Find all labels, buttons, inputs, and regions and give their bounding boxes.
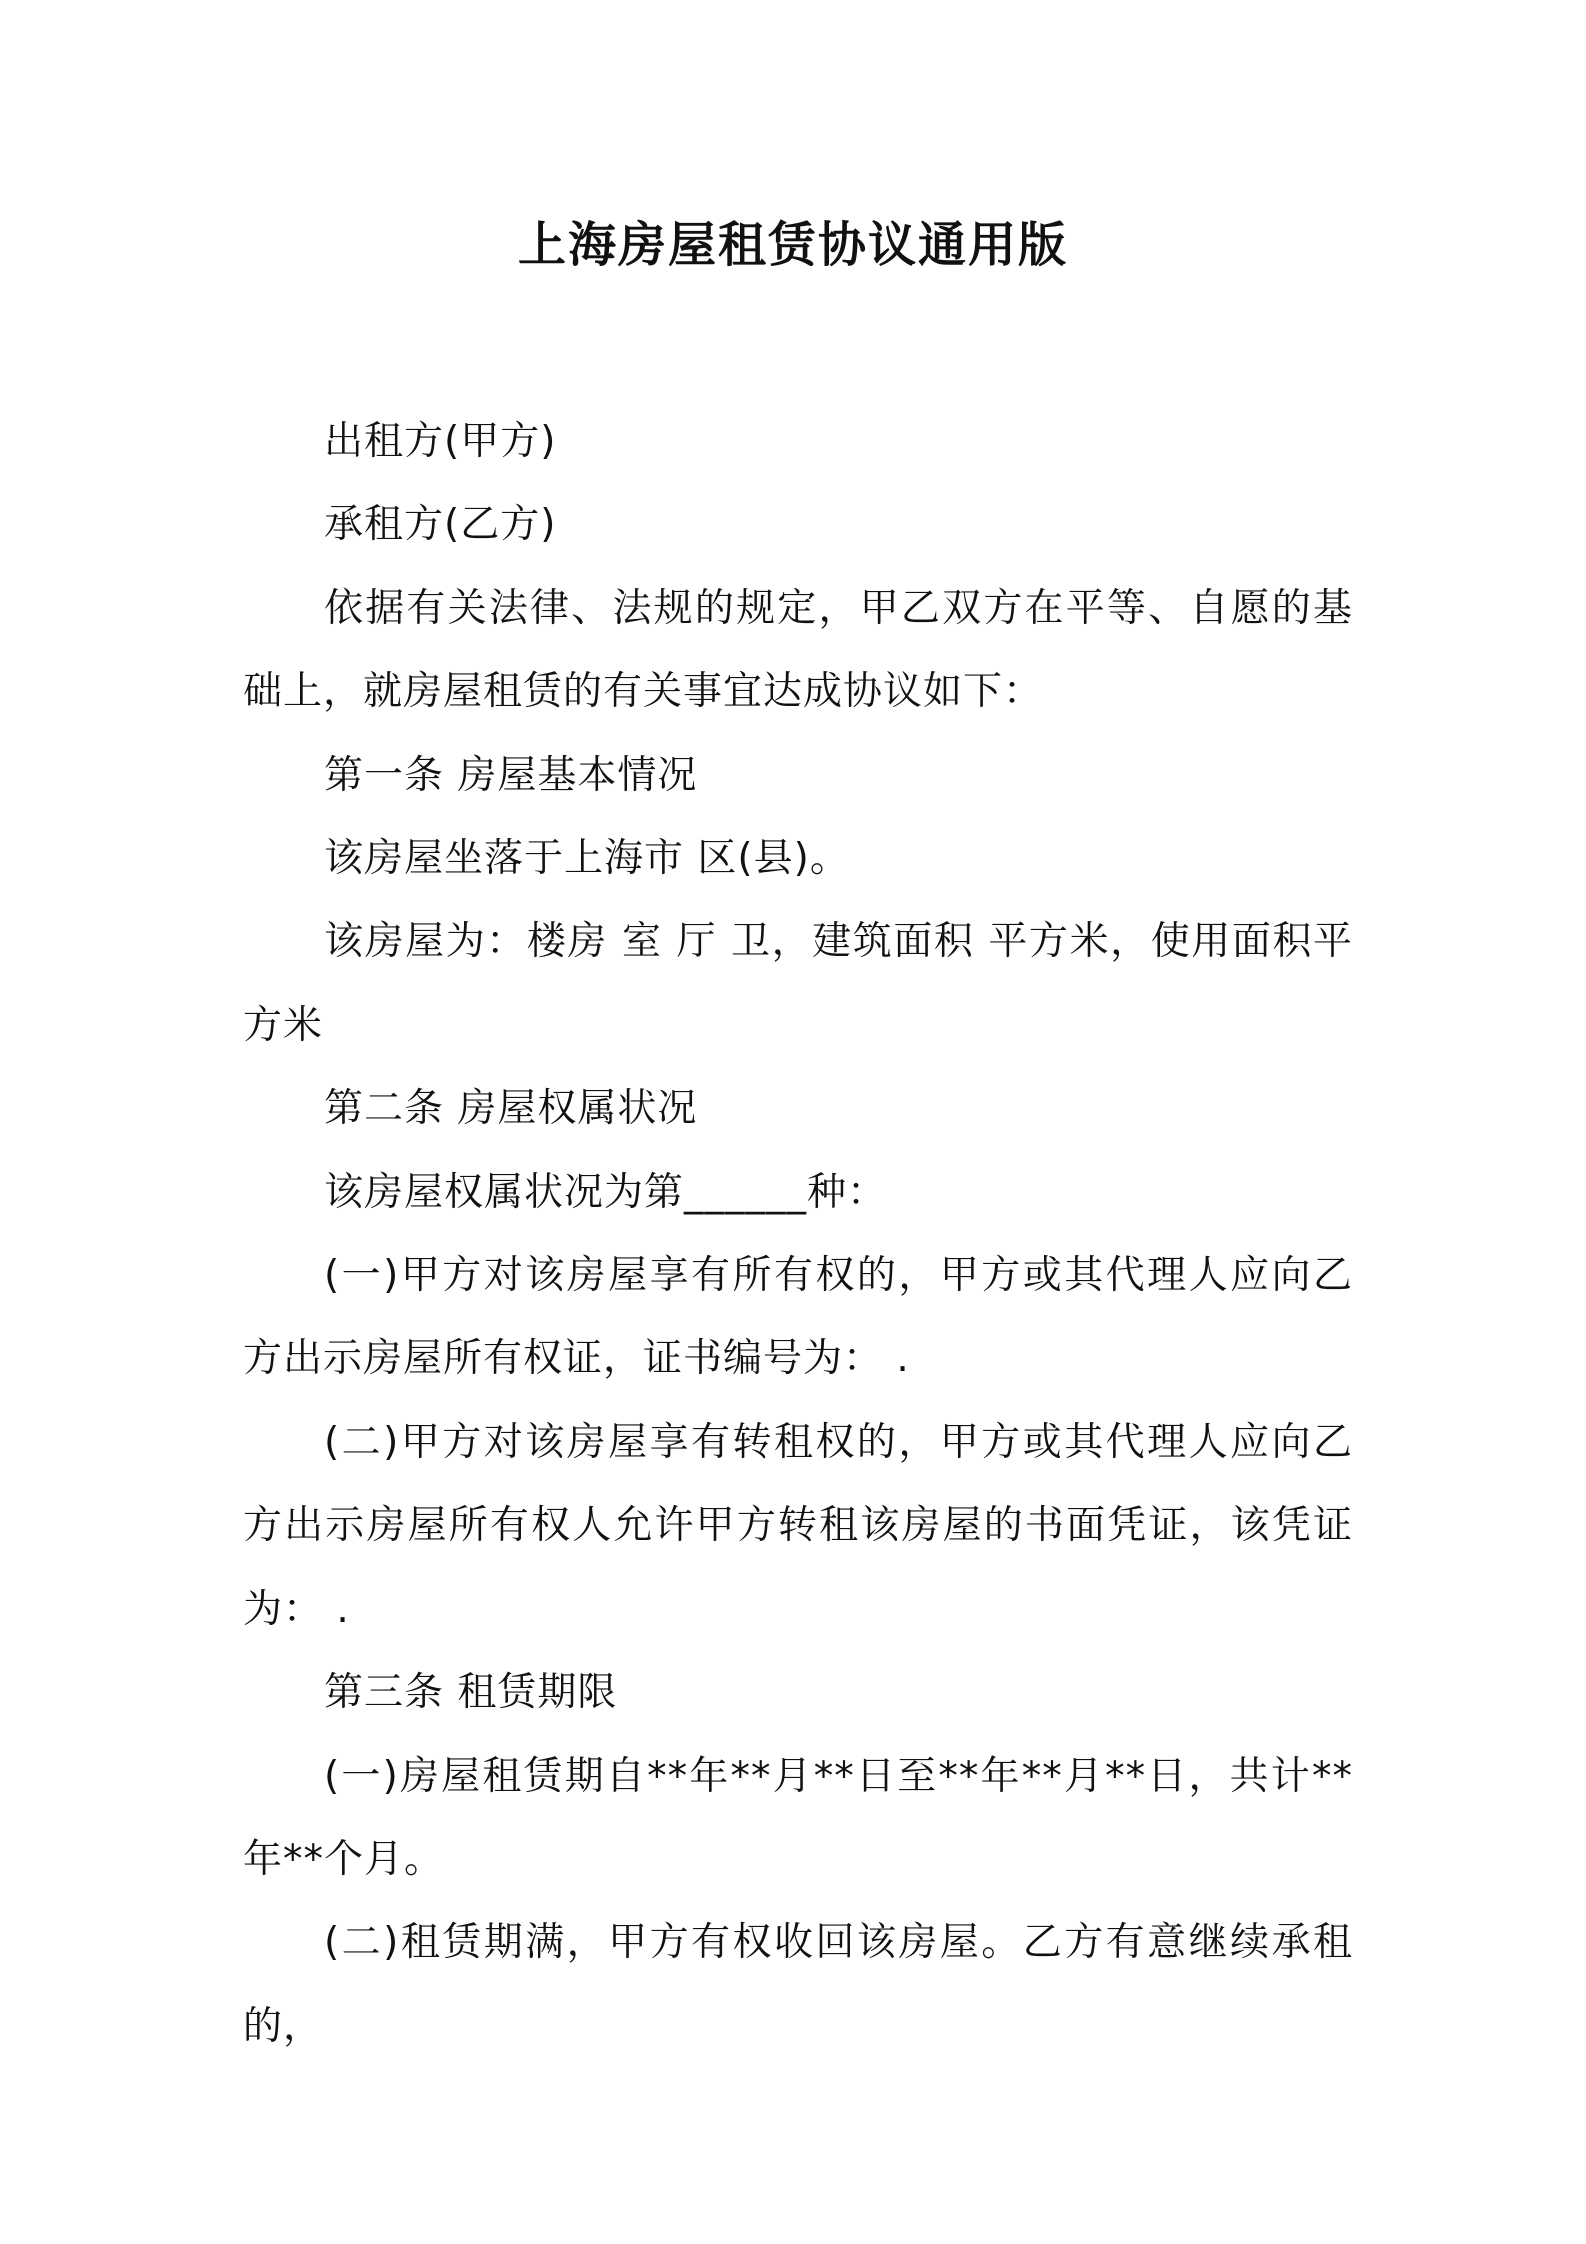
article-1-heading: 第一条 房屋基本情况 bbox=[324, 752, 698, 798]
paragraph-term-1: (一)房屋租赁期自**年**月**日至**年**月**日，共计**年**个月。 bbox=[243, 1753, 1353, 1882]
paragraph-lessor: 出租方(甲方) bbox=[324, 419, 557, 464]
paragraph-lessee: 承租方(乙方) bbox=[324, 502, 557, 548]
document-title: 上海房屋租赁协议通用版 bbox=[517, 217, 1068, 273]
paragraph-term-2: (二)租赁期满，甲方有权收回该房屋。乙方有意继续承租的， bbox=[243, 1920, 1353, 2049]
paragraph-house-type: 该房屋为：楼房 室 厅 卫，建筑面积 平方米，使用面积平方米 bbox=[243, 919, 1353, 1048]
document-body bbox=[243, 400, 1353, 2068]
article-3-heading: 第三条 租赁期限 bbox=[324, 1670, 618, 1716]
article-2-heading: 第二条 房屋权属状况 bbox=[324, 1086, 698, 1132]
paragraph-ownership-type: 该房屋权属状况为第______种： bbox=[324, 1169, 888, 1215]
paragraph-preamble: 依据有关法律、法规的规定，甲乙双方在平等、自愿的基础上，就房屋租赁的有关事宜达成协议如下： bbox=[243, 585, 1353, 715]
paragraph-ownership-2: (二)甲方对该房屋享有转租权的，甲方或其代理人应向乙方出示房屋所有权人允许甲方转租该房屋的书面凭证，该凭证为： . bbox=[243, 1419, 1353, 1632]
paragraph-ownership-1: (一)甲方对该房屋享有所有权的，甲方或其代理人应向乙方出示房屋所有权证，证书编号为： . bbox=[243, 1253, 1353, 1382]
paragraph-location: 该房屋坐落于上海市 区(县)。 bbox=[324, 836, 850, 882]
